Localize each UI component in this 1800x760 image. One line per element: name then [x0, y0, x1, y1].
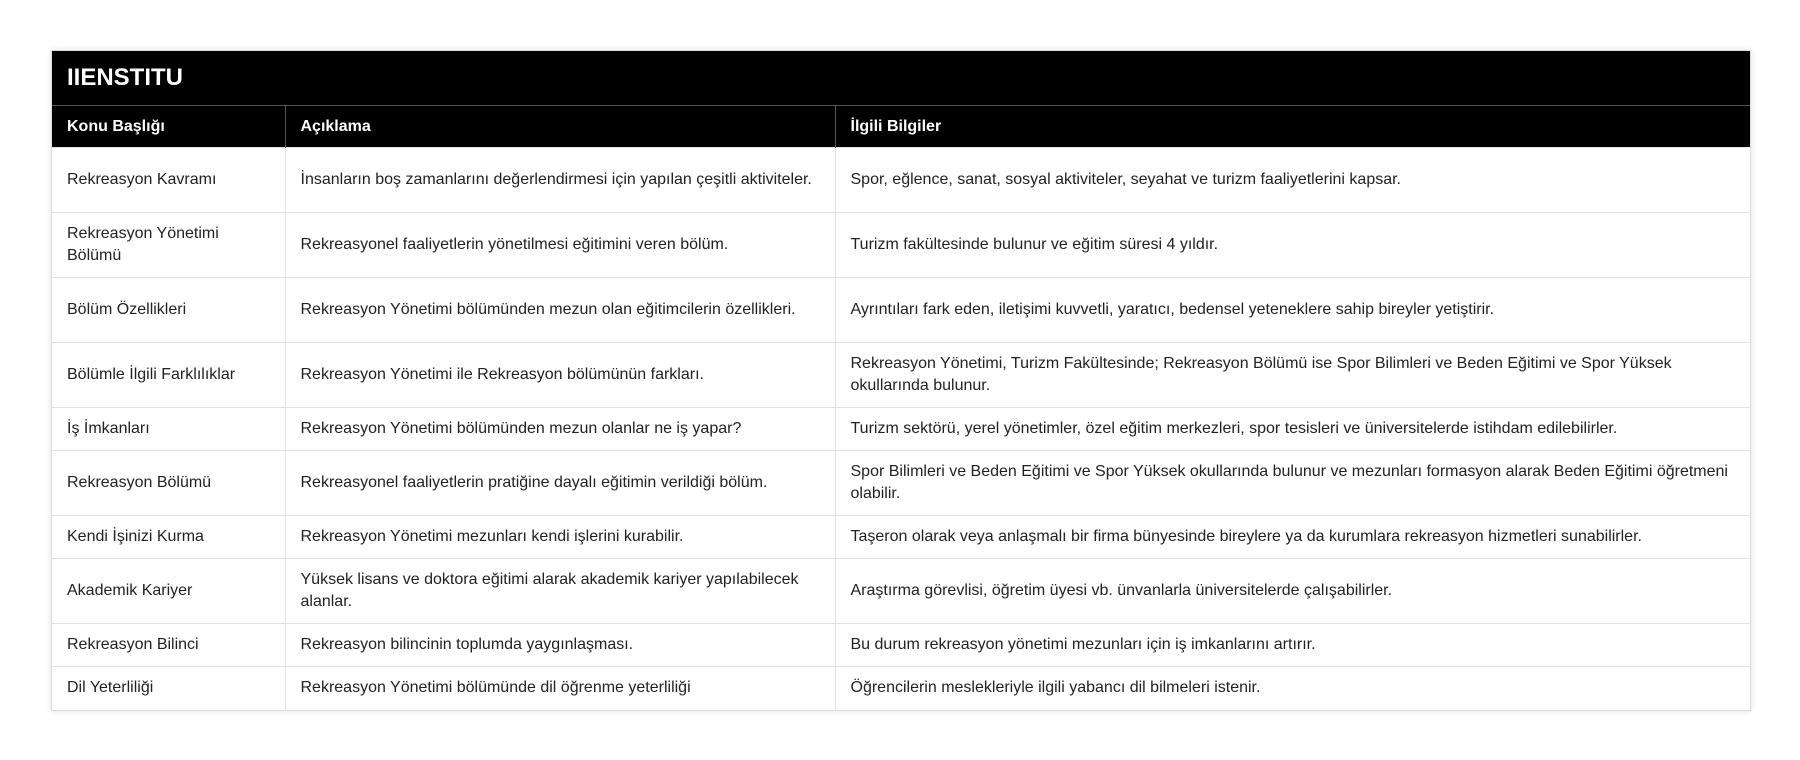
cell-related-info: Araştırma görevlisi, öğretim üyesi vb. ünvanlarla üniversitelerde çalışabilirler.: [835, 559, 1750, 624]
cell-related-info: Spor Bilimleri ve Beden Eğitimi ve Spor Yüksek okullarında bulunur ve mezunları formasyon alarak Beden Eğitimi öğretmeni olabilir.: [835, 451, 1750, 516]
cell-topic: Rekreasyon Yönetimi Bölümü: [52, 213, 285, 278]
table-header-row: [52, 106, 1750, 148]
cell-description: Rekreasyonel faaliyetlerin yönetilmesi eğitimini veren bölüm.: [285, 213, 835, 278]
table-row: [52, 516, 1750, 559]
cell-description: Rekreasyon Yönetimi bölümünden mezun olanlar ne iş yapar?: [285, 408, 835, 451]
table-row: [52, 667, 1750, 710]
column-header-topic: Konu Başlığı: [52, 106, 285, 148]
cell-topic: Rekreasyon Kavramı: [52, 148, 285, 213]
cell-topic: Bölümle İlgili Farklılıklar: [52, 343, 285, 408]
column-header-related-info: İlgili Bilgiler: [835, 106, 1750, 148]
cell-related-info: Turizm fakültesinde bulunur ve eğitim süresi 4 yıldır.: [835, 213, 1750, 278]
cell-related-info: Öğrencilerin meslekleriyle ilgili yabancı dil bilmeleri istenir.: [835, 667, 1750, 710]
cell-related-info: Turizm sektörü, yerel yönetimler, özel eğitim merkezleri, spor tesisleri ve üniversitelerde istihdam edilebilirler.: [835, 408, 1750, 451]
cell-description: Rekreasyon Yönetimi bölümünden mezun olan eğitimcilerin özellikleri.: [285, 278, 835, 343]
info-table-card: [51, 50, 1751, 711]
cell-description: İnsanların boş zamanlarını değerlendirmesi için yapılan çeşitli aktiviteler.: [285, 148, 835, 213]
info-table: [52, 105, 1750, 710]
cell-description: Rekreasyon Yönetimi mezunları kendi işlerini kurabilir.: [285, 516, 835, 559]
cell-related-info: Taşeron olarak veya anlaşmalı bir firma bünyesinde bireylere ya da kurumlara rekreasyon hizmetleri sunabilirler.: [835, 516, 1750, 559]
table-row: [52, 343, 1750, 408]
column-header-description: Açıklama: [285, 106, 835, 148]
cell-description: Yüksek lisans ve doktora eğitimi alarak akademik kariyer yapılabilecek alanlar.: [285, 559, 835, 624]
cell-topic: Kendi İşinizi Kurma: [52, 516, 285, 559]
cell-description: Rekreasyon bilincinin toplumda yaygınlaşması.: [285, 624, 835, 667]
cell-topic: Rekreasyon Bölümü: [52, 451, 285, 516]
cell-topic: Akademik Kariyer: [52, 559, 285, 624]
cell-related-info: Bu durum rekreasyon yönetimi mezunları için iş imkanlarını artırır.: [835, 624, 1750, 667]
cell-topic: Rekreasyon Bilinci: [52, 624, 285, 667]
table-row: [52, 624, 1750, 667]
cell-related-info: Rekreasyon Yönetimi, Turizm Fakültesinde; Rekreasyon Bölümü ise Spor Bilimleri ve Beden Eğitimi ve Spor Yüksek okullarında bulunur.: [835, 343, 1750, 408]
cell-topic: Bölüm Özellikleri: [52, 278, 285, 343]
cell-related-info: Spor, eğlence, sanat, sosyal aktiviteler, seyahat ve turizm faaliyetlerini kapsar.: [835, 148, 1750, 213]
cell-description: Rekreasyon Yönetimi ile Rekreasyon bölümünün farkları.: [285, 343, 835, 408]
table-row: [52, 408, 1750, 451]
table-row: [52, 559, 1750, 624]
cell-description: Rekreasyonel faaliyetlerin pratiğine dayalı eğitimin verildiği bölüm.: [285, 451, 835, 516]
table-row: [52, 278, 1750, 343]
table-row: [52, 213, 1750, 278]
cell-topic: Dil Yeterliliği: [52, 667, 285, 710]
table-row: [52, 148, 1750, 213]
cell-topic: İş İmkanları: [52, 408, 285, 451]
brand-title: IIENSTITU: [52, 51, 1750, 105]
cell-related-info: Ayrıntıları fark eden, iletişimi kuvvetli, yaratıcı, bedensel yeteneklere sahip bireyler yetiştirir.: [835, 278, 1750, 343]
cell-description: Rekreasyon Yönetimi bölümünde dil öğrenme yeterliliği: [285, 667, 835, 710]
table-row: [52, 451, 1750, 516]
